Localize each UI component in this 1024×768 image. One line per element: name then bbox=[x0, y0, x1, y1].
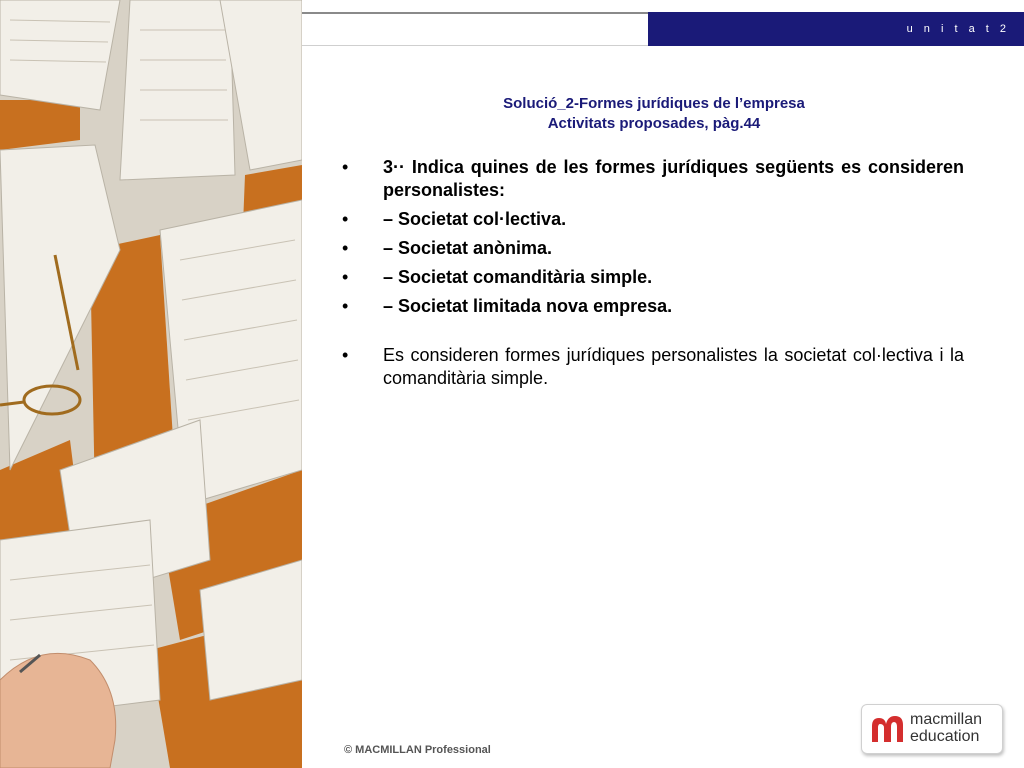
bullet-text: – Societat comanditària simple. bbox=[383, 267, 653, 287]
slide-title bbox=[340, 94, 968, 134]
bullet-marker: • bbox=[342, 157, 349, 177]
bullet-text: 3·· Indica quines de les formes jurídiques següents es consideren personalistes: bbox=[383, 157, 964, 200]
unit-label: u n i t a t 2 bbox=[906, 23, 1010, 35]
bullet-marker: • bbox=[342, 209, 349, 229]
decorative-photo bbox=[0, 0, 302, 768]
bullet-item bbox=[342, 266, 964, 289]
bullet-text: – Societat col·lectiva. bbox=[383, 209, 567, 229]
bullet-item bbox=[342, 237, 964, 260]
title-line-2: Activitats proposades, pàg.44 bbox=[547, 115, 761, 132]
copyright-footer: © MACMILLAN Professional bbox=[344, 744, 491, 756]
logo-word-macmillan: macmillan bbox=[910, 711, 983, 728]
desk-photo-illustration bbox=[0, 0, 302, 768]
bullet-marker: • bbox=[342, 296, 349, 316]
spacer bbox=[342, 324, 964, 344]
bullet-item bbox=[342, 156, 964, 202]
bullet-marker: • bbox=[342, 238, 349, 258]
bullet-marker: • bbox=[342, 345, 349, 365]
macmillan-education-logo bbox=[861, 704, 1003, 754]
header-bar-dark bbox=[648, 12, 1024, 46]
title-line-1: Solució_2-Formes jurídiques de l’empresa bbox=[503, 95, 805, 112]
bullet-text: – Societat anònima. bbox=[383, 238, 553, 258]
bullet-item bbox=[342, 295, 964, 318]
bullet-marker: • bbox=[342, 267, 349, 287]
header-bar-light bbox=[302, 12, 648, 46]
bullet-item-answer bbox=[342, 344, 964, 390]
bullet-item bbox=[342, 208, 964, 231]
bullet-text: – Societat limitada nova empresa. bbox=[383, 296, 673, 316]
bullet-text: Es consideren formes jurídiques personalistes la societat col·lectiva i la comanditària simple. bbox=[383, 345, 964, 388]
bullet-list bbox=[342, 156, 964, 396]
logo-word-education: education bbox=[910, 728, 980, 745]
macmillan-m-logo-icon bbox=[870, 712, 906, 744]
